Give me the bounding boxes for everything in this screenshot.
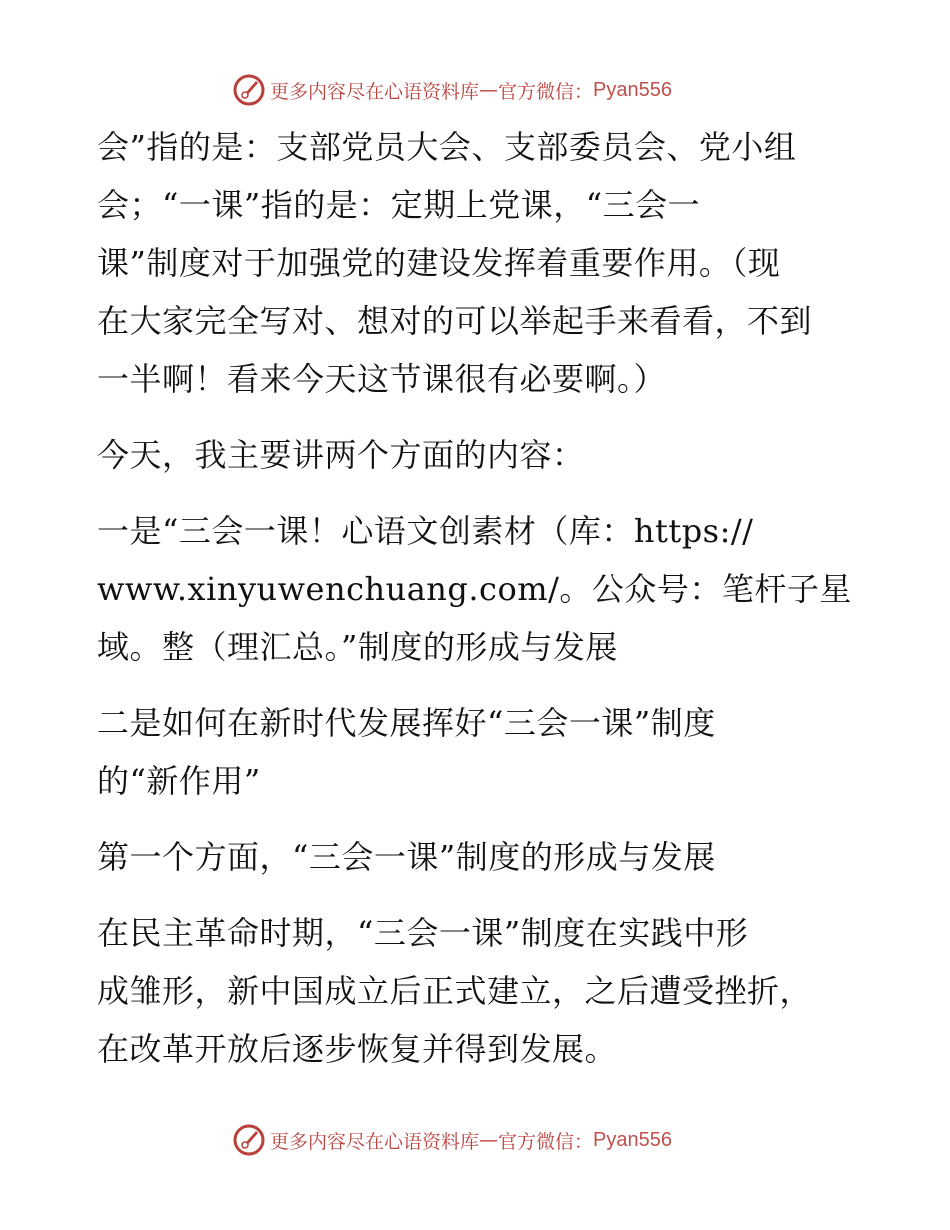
- text-line: 域。整（理汇总。”制度的形成与发展: [97, 628, 618, 666]
- paragraph: [97, 828, 857, 886]
- paragraph: [97, 426, 857, 484]
- text-line: 在改革开放后逐步恢复并得到发展。: [97, 1030, 618, 1068]
- paragraph: [97, 502, 857, 676]
- banner-site-text: 更多内容尽在心语资料库: [270, 80, 480, 103]
- banner-separator: —: [479, 1129, 499, 1151]
- text-line: www.xinyuwenchuang.com/。公众号：笔杆子星: [97, 570, 852, 608]
- quill-circle-logo-icon: [232, 73, 266, 107]
- text-line: 的“新作用”: [97, 762, 261, 800]
- text-line: 课”制度对于加强党的建设发挥着重要作用。（现: [97, 244, 781, 282]
- banner-wechat-id: Pyan556: [593, 1128, 672, 1151]
- paragraph: [97, 694, 857, 810]
- paragraph: [97, 904, 857, 1078]
- text-line: 在民主革命时期，“三会一课”制度在实践中形: [97, 914, 749, 952]
- text-line: 会”指的是：支部党员大会、支部委员会、党小组: [97, 128, 797, 166]
- text-line: 在大家完全写对、想对的可以举起手来看看，不到: [97, 302, 813, 340]
- header-banner: [232, 70, 752, 110]
- banner-wechat-label: 官方微信：: [498, 80, 594, 103]
- document-body: [97, 118, 857, 1078]
- footer-banner: [232, 1120, 752, 1160]
- banner-wechat-id: Pyan556: [593, 78, 672, 101]
- text-line: 一是“三会一课！心语文创素材（库：https://: [97, 512, 754, 550]
- banner-separator: —: [479, 79, 499, 101]
- text-line: 一半啊！看来今天这节课很有必要啊。）: [97, 360, 667, 398]
- banner-wechat-label: 官方微信：: [498, 1130, 594, 1153]
- text-line: 二是如何在新时代发展挥好“三会一课”制度: [97, 704, 716, 742]
- banner-site-text: 更多内容尽在心语资料库: [270, 1130, 480, 1153]
- quill-circle-logo-icon: [232, 1123, 266, 1157]
- text-line: 会；“一课”指的是：定期上党课，“三会一: [97, 186, 701, 224]
- text-line: 第一个方面，“三会一课”制度的形成与发展: [97, 838, 716, 876]
- text-line: 成雏形，新中国成立后正式建立，之后遭受挫折，: [97, 972, 813, 1010]
- text-line: 今天，我主要讲两个方面的内容：: [97, 436, 585, 474]
- paragraph: [97, 118, 857, 408]
